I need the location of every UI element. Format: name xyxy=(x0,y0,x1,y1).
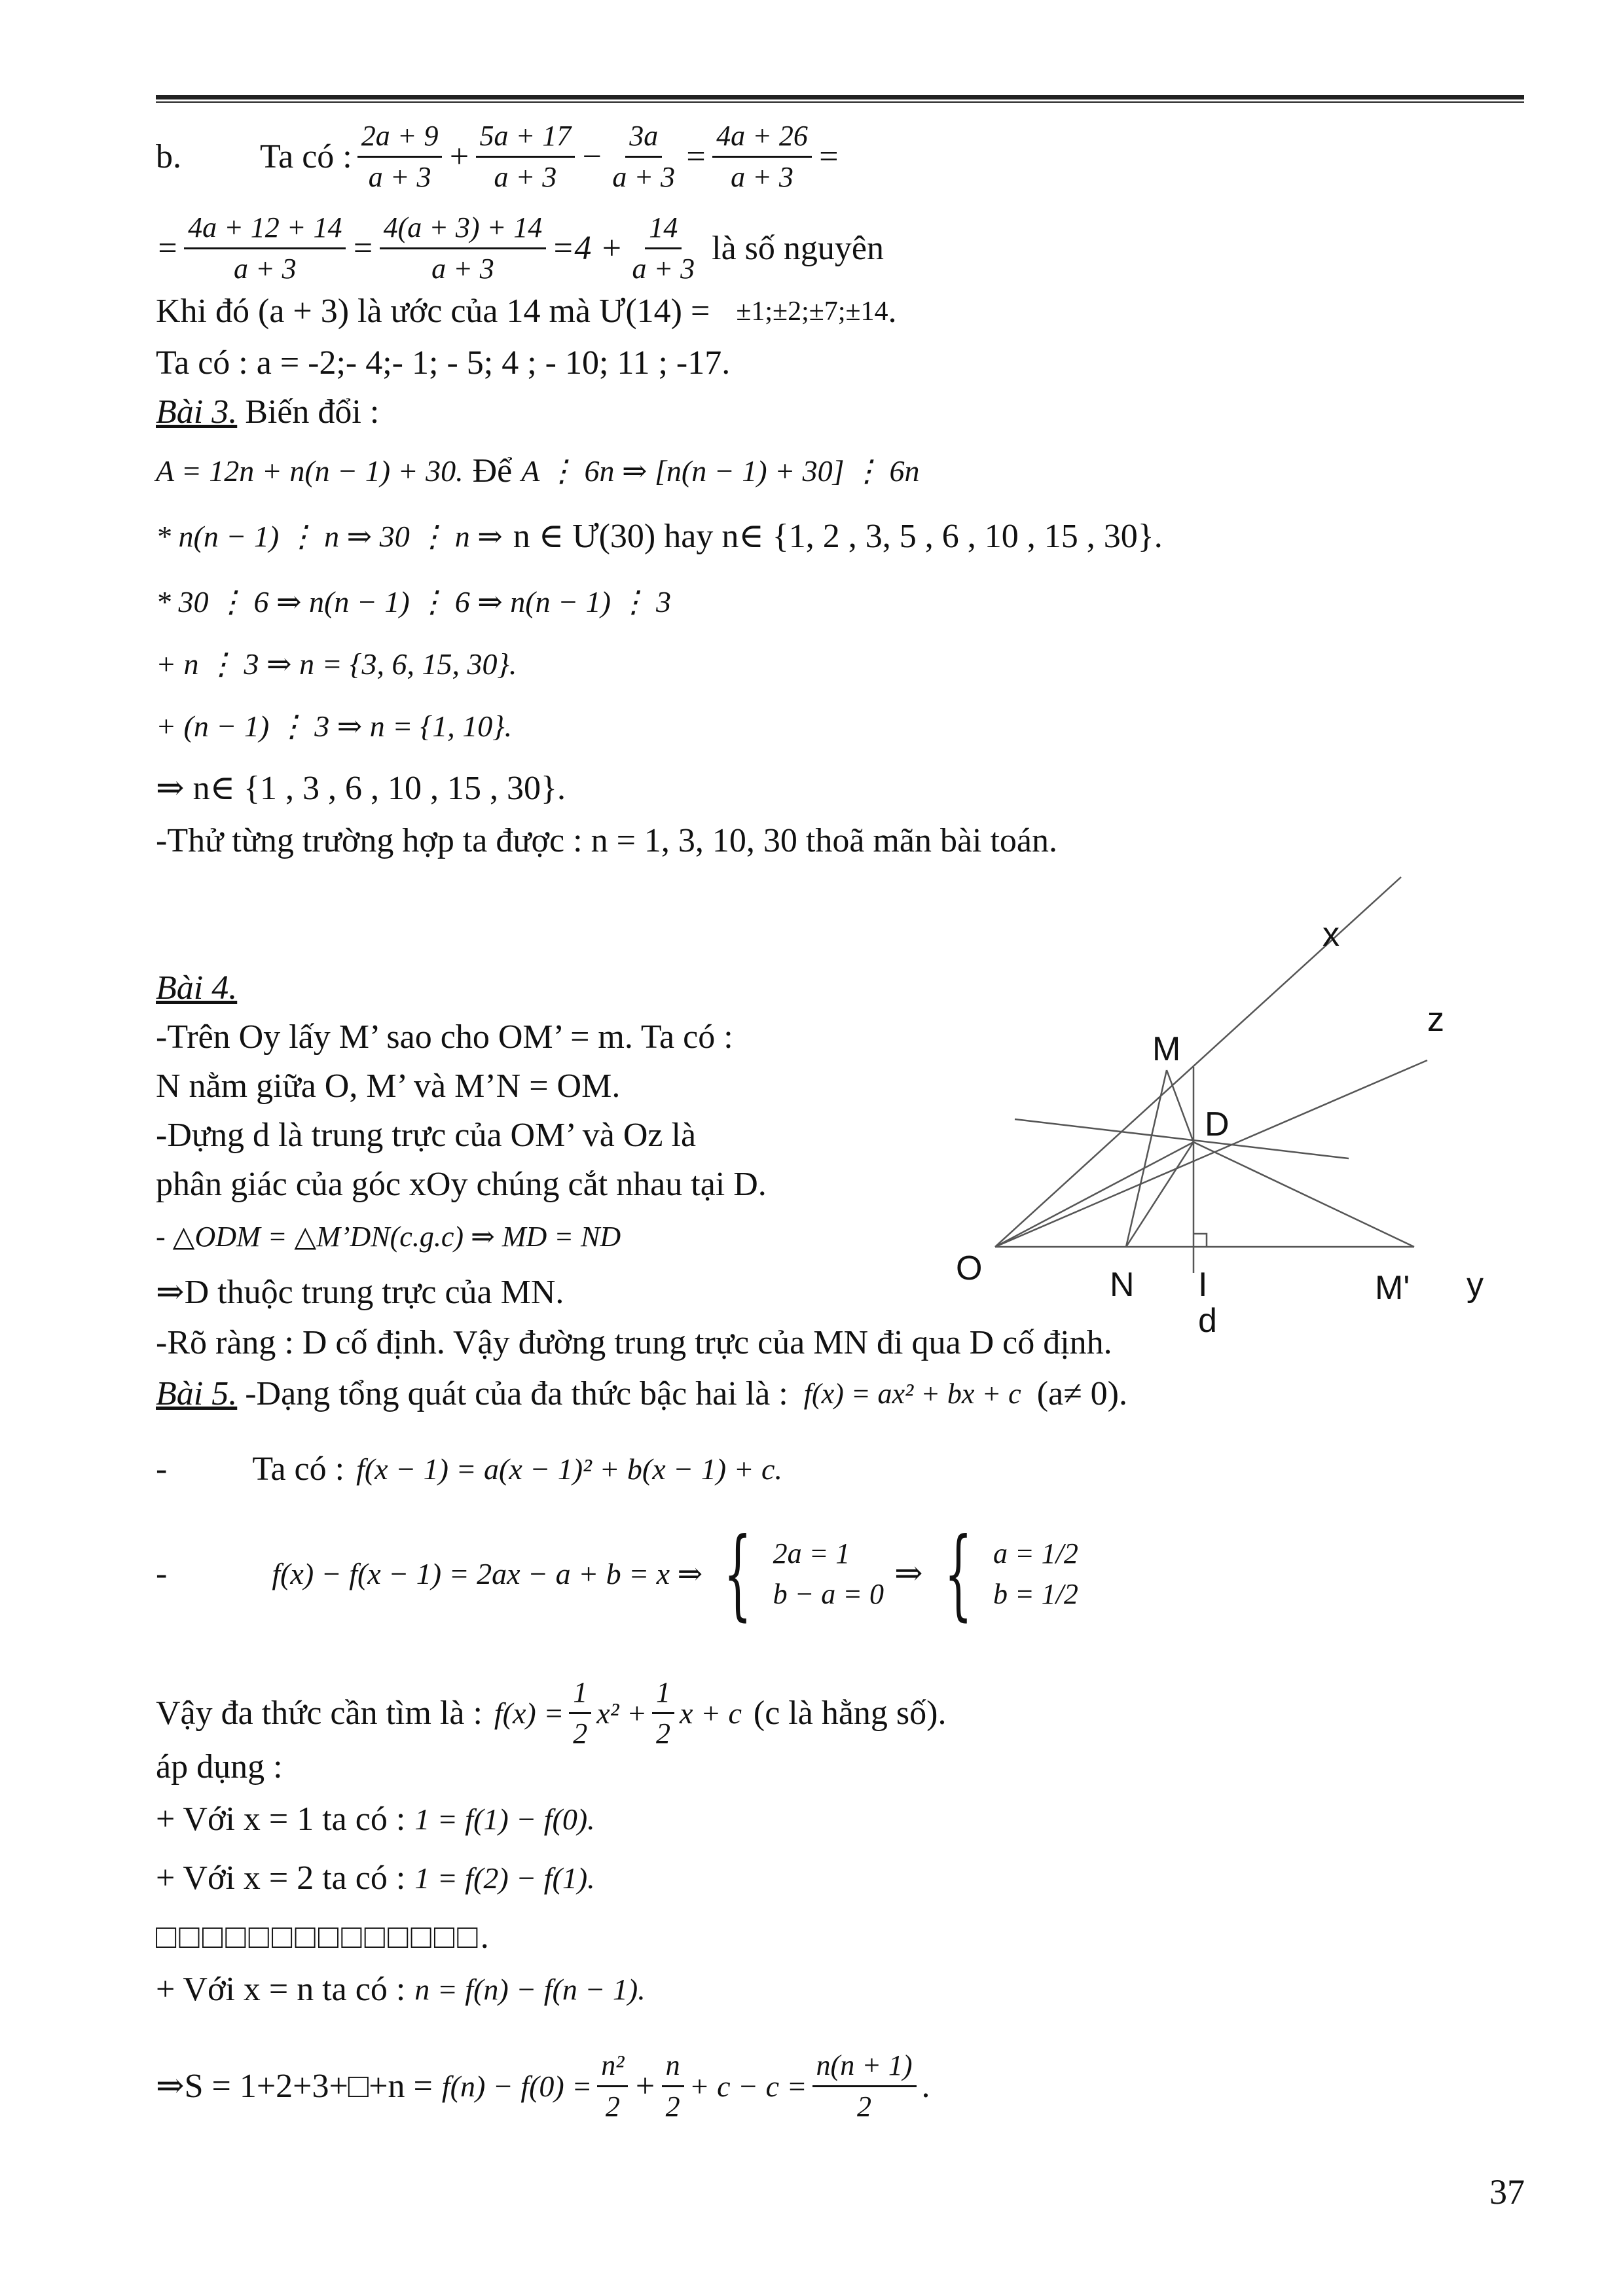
bai3-line-5: + (n − 1) ⋮ 3 ⇒ n = {1, 10}. xyxy=(156,709,513,743)
bai3-heading xyxy=(156,393,379,432)
divisor-text: Khi đó (a + 3) là ước của 14 mà Ư(14) = xyxy=(156,293,710,330)
bai3-intro: Biến đổi : xyxy=(245,393,380,431)
bai3-line-2: * n(n − 1) ⋮ n ⇒ 30 ⋮ n ⇒ n ∈ Ư(30) hay n∈ {1, 2 , 3, 5 , 6 , 10 , 15 , 30}. xyxy=(156,518,1163,555)
bai5-sum: ⇒S = 1+2+3+□+n = f(n) − f(0) = $\frac{\text{n²}}{2}$ + $\frac{n}{2}$ + c − c = $\frac{n(n + 1)}{2}$ . xyxy=(156,2049,930,2123)
fraction-2: $\frac{5a + 17}{a + 3}$ xyxy=(476,119,575,194)
label-d-line: d xyxy=(1198,1302,1217,1340)
page-number: 37 xyxy=(1489,2172,1525,2212)
label-i: I xyxy=(1198,1266,1208,1304)
bai3-line-1: A = 12n + n(n − 1) + 30. Để A ⋮ 6n ⇒ [n(n − 1) + 30] ⋮ 6n xyxy=(156,452,920,490)
bai5-apply: áp dụng : xyxy=(156,1748,283,1785)
fraction-5: $\frac{4a + 12 + 14}{a + 3}$ xyxy=(184,211,346,286)
header-rule xyxy=(156,95,1524,103)
label-o: O xyxy=(956,1249,983,1287)
bai4-line-2: N nằm giữa O, M’ và M’N = OM. xyxy=(156,1067,621,1105)
label-m: M xyxy=(1152,1030,1181,1068)
b-line-1: b. Ta có : $\frac{2a + 9}{a + 3}$ + $\frac{5a + 17}{a + 3}$ − $\frac{3a}{a + 3}$ = $\frac{4a + 26}{a + 3}$ = xyxy=(156,120,840,193)
bai5-case-n: + Với x = n ta có : n = f(n) − f(n − 1). xyxy=(156,1971,646,2008)
bai4-title: Bài 4. xyxy=(156,969,238,1007)
bai3-line-6: ⇒ n∈ {1 , 3 , 6 , 10 , 15 , 30}. xyxy=(156,770,566,807)
bai5-case-2: + Với x = 2 ta có : 1 = f(2) − f(1). xyxy=(156,1859,595,1897)
right-angle-mark xyxy=(1194,1234,1207,1247)
label-n: N xyxy=(1110,1266,1135,1304)
geometry-figure xyxy=(930,870,1519,1342)
bai5-conclusion: Vậy đa thức cần tìm là : f(x) = $\frac{1}{2}$ x² + $\frac{1}{2}$ x + c (c là hằng số). xyxy=(156,1676,947,1749)
mn-bisector xyxy=(1015,1119,1349,1158)
label-m-prime: M' xyxy=(1375,1269,1410,1307)
four-plus: 4 + xyxy=(574,229,623,267)
fraction-3: $\frac{3a}{a + 3}$ xyxy=(612,120,676,193)
bai5-line-shift: - Ta có : f(x − 1) = a(x − 1)² + b(x − 1) + c. xyxy=(156,1450,782,1488)
segment-dm-prime xyxy=(1194,1142,1414,1247)
fraction-1: $\frac{2a + 9}{a + 3}$ xyxy=(357,119,443,194)
b-line-3: Khi đó (a + 3) là ước của 14 mà Ư(14) = ±1;±2;±7;±14 . xyxy=(156,293,897,330)
bai5-line-diff: - f(x) − f(x − 1) = 2ax − a + b = x ⇒ { 2a = 1 b − a = 0 ⇒ { a = 1/2 b = 1/2 xyxy=(156,1517,1078,1631)
b-line-2: = $\frac{4a + 12 + 14}{a + 3}$ = $\frac{4(a + 3) + 14}{a + 3}$ = 4 + $\frac{14}{a + 3}$ là số nguyên xyxy=(156,211,884,285)
bai4-line-3: -Dựng d là trung trực của OM’ và Oz là xyxy=(156,1117,697,1154)
bai3-title: Bài 3. xyxy=(156,393,238,431)
bai3-line-7: -Thử từng trường hợp ta được : n = 1, 3, 10, 30 thoã mãn bài toán. xyxy=(156,822,1058,859)
bai4-line-5: - △ODM = △M’DN(c.g.c) ⇒ MD = ND xyxy=(156,1221,621,1253)
fraction-4: $\frac{4a + 26}{a + 3}$ xyxy=(712,119,812,194)
label-z: z xyxy=(1427,1001,1444,1039)
bai4-line-7: -Rõ ràng : D cố định. Vậy đường trung trực của MN đi qua D cố định. xyxy=(156,1324,1112,1361)
segment-mn xyxy=(1126,1070,1167,1247)
fraction-7: $\frac{14}{a + 3}$ xyxy=(632,211,695,285)
divisor-set: ±1;±2;±7;±14 xyxy=(736,296,888,327)
segment-nd xyxy=(1126,1142,1194,1247)
label-y: y xyxy=(1467,1266,1484,1304)
fraction-6: $\frac{4(a + 3) + 14}{a + 3}$ xyxy=(380,211,547,286)
integer-text: là số nguyên xyxy=(712,229,884,267)
segment-od xyxy=(995,1142,1194,1247)
b-lead: Ta có : xyxy=(260,137,352,175)
bai5-heading: Bài 5. -Dạng tổng quát của đa thức bậc hai là : f(x) = ax² + bx + c (a≠ 0). xyxy=(156,1375,1127,1412)
segment-md xyxy=(1167,1070,1194,1142)
bai3-line-4: + n ⋮ 3 ⇒ n = {3, 6, 15, 30}. xyxy=(156,647,517,681)
ray-ox xyxy=(995,877,1401,1247)
b-result: Ta có : a = -2;- 4;- 1; - 5; 4 ; - 10; 11 ; -17. xyxy=(156,344,731,382)
label-d-point: D xyxy=(1205,1105,1230,1143)
ray-oz xyxy=(995,1060,1427,1247)
bai5-case-1: + Với x = 1 ta có : 1 = f(1) − f(0). xyxy=(156,1801,595,1838)
bai3-line-3: * 30 ⋮ 6 ⇒ n(n − 1) ⋮ 6 ⇒ n(n − 1) ⋮ 3 xyxy=(156,585,671,619)
system-1: { 2a = 1 b − a = 0 xyxy=(723,1517,884,1631)
bai4-line-4: phân giác của góc xOy chúng cắt nhau tại D. xyxy=(156,1166,767,1203)
bai5-ellipsis: □□□□□□□□□□□□□□. xyxy=(156,1918,492,1956)
label-x: x xyxy=(1322,916,1340,954)
b-label: b. xyxy=(156,137,181,175)
bai4-line-6: ⇒D thuộc trung trực của MN. xyxy=(156,1274,564,1311)
bai4-line-1: -Trên Oy lấy M’ sao cho OM’ = m. Ta có : xyxy=(156,1018,733,1056)
system-2: { a = 1/2 b = 1/2 xyxy=(943,1517,1078,1631)
